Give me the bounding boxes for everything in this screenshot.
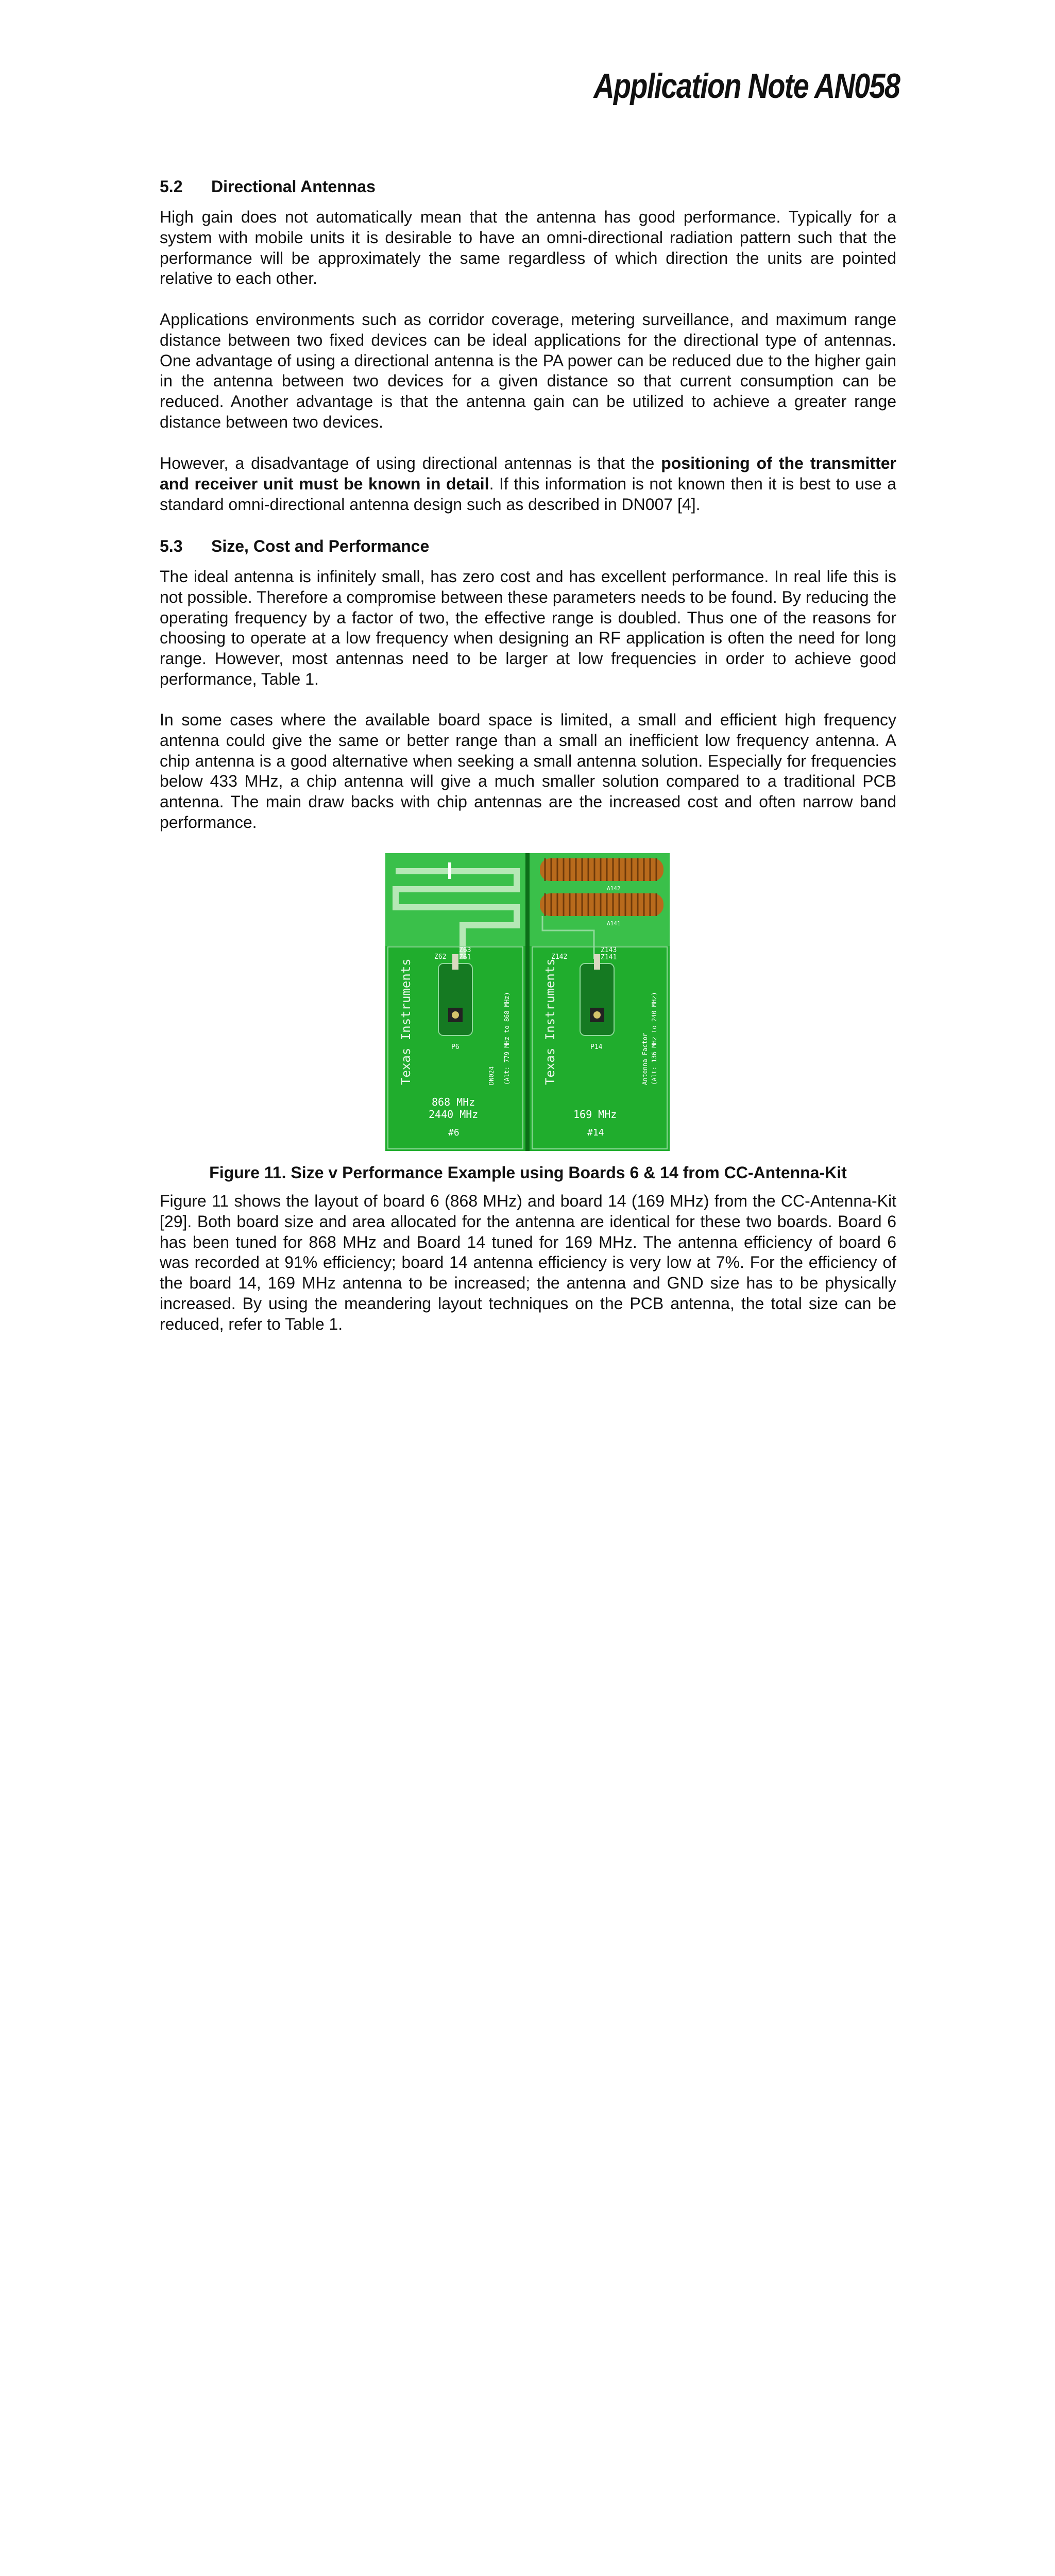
pcb-illustration xyxy=(385,853,670,1151)
comp-label: Z141 xyxy=(601,954,617,961)
section-title: Size, Cost and Performance xyxy=(211,537,430,555)
paragraph xyxy=(160,1191,896,1335)
paragraph-text xyxy=(160,453,896,515)
side-label: (Alt: 779 MHz to 868 MHz) xyxy=(503,992,511,1085)
figure-caption: Figure 11. Size v Performance Example using Boards 6 & 14 from CC-Antenna-Kit xyxy=(209,1163,847,1182)
paragraph xyxy=(160,310,896,433)
brand-label: Texas Instruments xyxy=(399,958,413,1085)
board-id-label: #6 xyxy=(448,1127,460,1138)
comp-label: Z143 xyxy=(601,946,617,954)
page-footer xyxy=(0,1375,1055,1400)
side-label: Antenna Factor xyxy=(641,1032,649,1085)
paragraph-text: The ideal antenna is infinitely small, has zero cost and has excellent performance. In real life this is not possible. Therefore a compromise between these parameters needs to be found. By reducing the operating frequency by a factor of two, the effective range is doubled. Thus one of the reasons for choosing to operate at a low frequency when designing an RF application is often the need for long range. However, most antennas need to be larger at low frequencies in order to achieve good performance, Table 1. xyxy=(160,567,896,688)
comp-label: Z142 xyxy=(551,953,568,961)
freq-label: 2440 MHz xyxy=(429,1108,479,1121)
coil-label: A142 xyxy=(607,885,621,892)
text-run: However, a disadvantage of using directional antennas is that the xyxy=(160,454,661,472)
port-label: P6 xyxy=(451,1043,460,1051)
board-id-label: #14 xyxy=(587,1127,604,1138)
paragraph xyxy=(160,453,896,515)
paragraph-text: Figure 11 shows the layout of board 6 (868 MHz) and board 14 (169 MHz) from the CC-Antenna-Kit [29]. Both board size and area allocated for the antenna are identical for these two boards. Board 6 has been tuned for 868 MHz and Board 14 tuned for 169 MHz. The antenna efficiency of board 6 was recorded at 91% efficiency; board 14 antenna efficiency is very low at 7%. For the efficiency of the board 14, 169 MHz antenna to be increased; the antenna and GND size has to be physically increased. By using the meandering layout techniques on the PCB antenna, the total size can be reduced, refer to Table 1. xyxy=(160,1192,896,1333)
comp-label: Z63 xyxy=(459,946,471,954)
document-header-title: Application Note AN058 xyxy=(593,66,899,106)
board-6 xyxy=(385,853,525,1151)
paragraph-text: Applications environments such as corridor coverage, metering surveillance, and maximum range distance between two fixed devices can be ideal applications for the directional type of antennas. One advantage of using a directional antenna is the PA power can be reduced due to the higher gain in the antenna between two devices for a given distance so that current consumption can be reduced. Another advantage is that the antenna gain can be utilized to achieve a greater range distance between two devices. xyxy=(160,310,896,431)
freq-label: 868 MHz xyxy=(432,1096,475,1108)
section-5-2 xyxy=(160,176,896,197)
paragraph-text: High gain does not automatically mean that the antenna has good performance. Typically for a system with mobile units it is desirable to have an omni-directional radiation pattern such that the performance will be approximately the same regardless of which direction the units are pointed relative to each other. xyxy=(160,208,896,288)
section-heading-5-2 xyxy=(160,176,896,197)
paragraph-text: In some cases where the available board space is limited, a small and efficient high frequency antenna could give the same or better range than a small an inefficient low frequency antenna. A chip antenna is a good alternative when seeking a small antenna solution. Especially for frequencies below 433 MHz, a chip antenna will give a much smaller solution compared to a traditional PCB antenna. The main draw backs with chip antennas are the increased cost and often narrow band performance. xyxy=(160,710,896,832)
section-5-3 xyxy=(160,536,896,556)
side-label: DN024 xyxy=(488,1066,495,1085)
coil-label: A141 xyxy=(607,920,621,927)
text-run: . If this information is not known then it is best to use a standard omni-directional antenna design such as described in DN007 [4]. xyxy=(160,474,897,514)
side-label: (Alt: 136 MHz to 240 MHz) xyxy=(651,992,658,1085)
antenna-boards-photo xyxy=(385,853,670,1151)
brand-label: Texas Instruments xyxy=(543,958,557,1085)
bold-text-run: positioning of the transmitter and receiver unit must be known in detail xyxy=(160,454,897,493)
board-14 xyxy=(530,853,670,1151)
comp-label: Z61 xyxy=(459,954,471,961)
freq-label: 169 MHz xyxy=(573,1108,617,1121)
section-number: 5.3 xyxy=(160,537,183,555)
section-heading-5-3 xyxy=(160,536,896,556)
comp-label: Z62 xyxy=(434,953,447,961)
paragraph xyxy=(160,567,896,690)
paragraph xyxy=(160,207,896,289)
section-title: Directional Antennas xyxy=(211,177,376,196)
paragraph xyxy=(160,710,896,833)
port-label: P14 xyxy=(590,1043,603,1051)
section-number: 5.2 xyxy=(160,177,183,196)
